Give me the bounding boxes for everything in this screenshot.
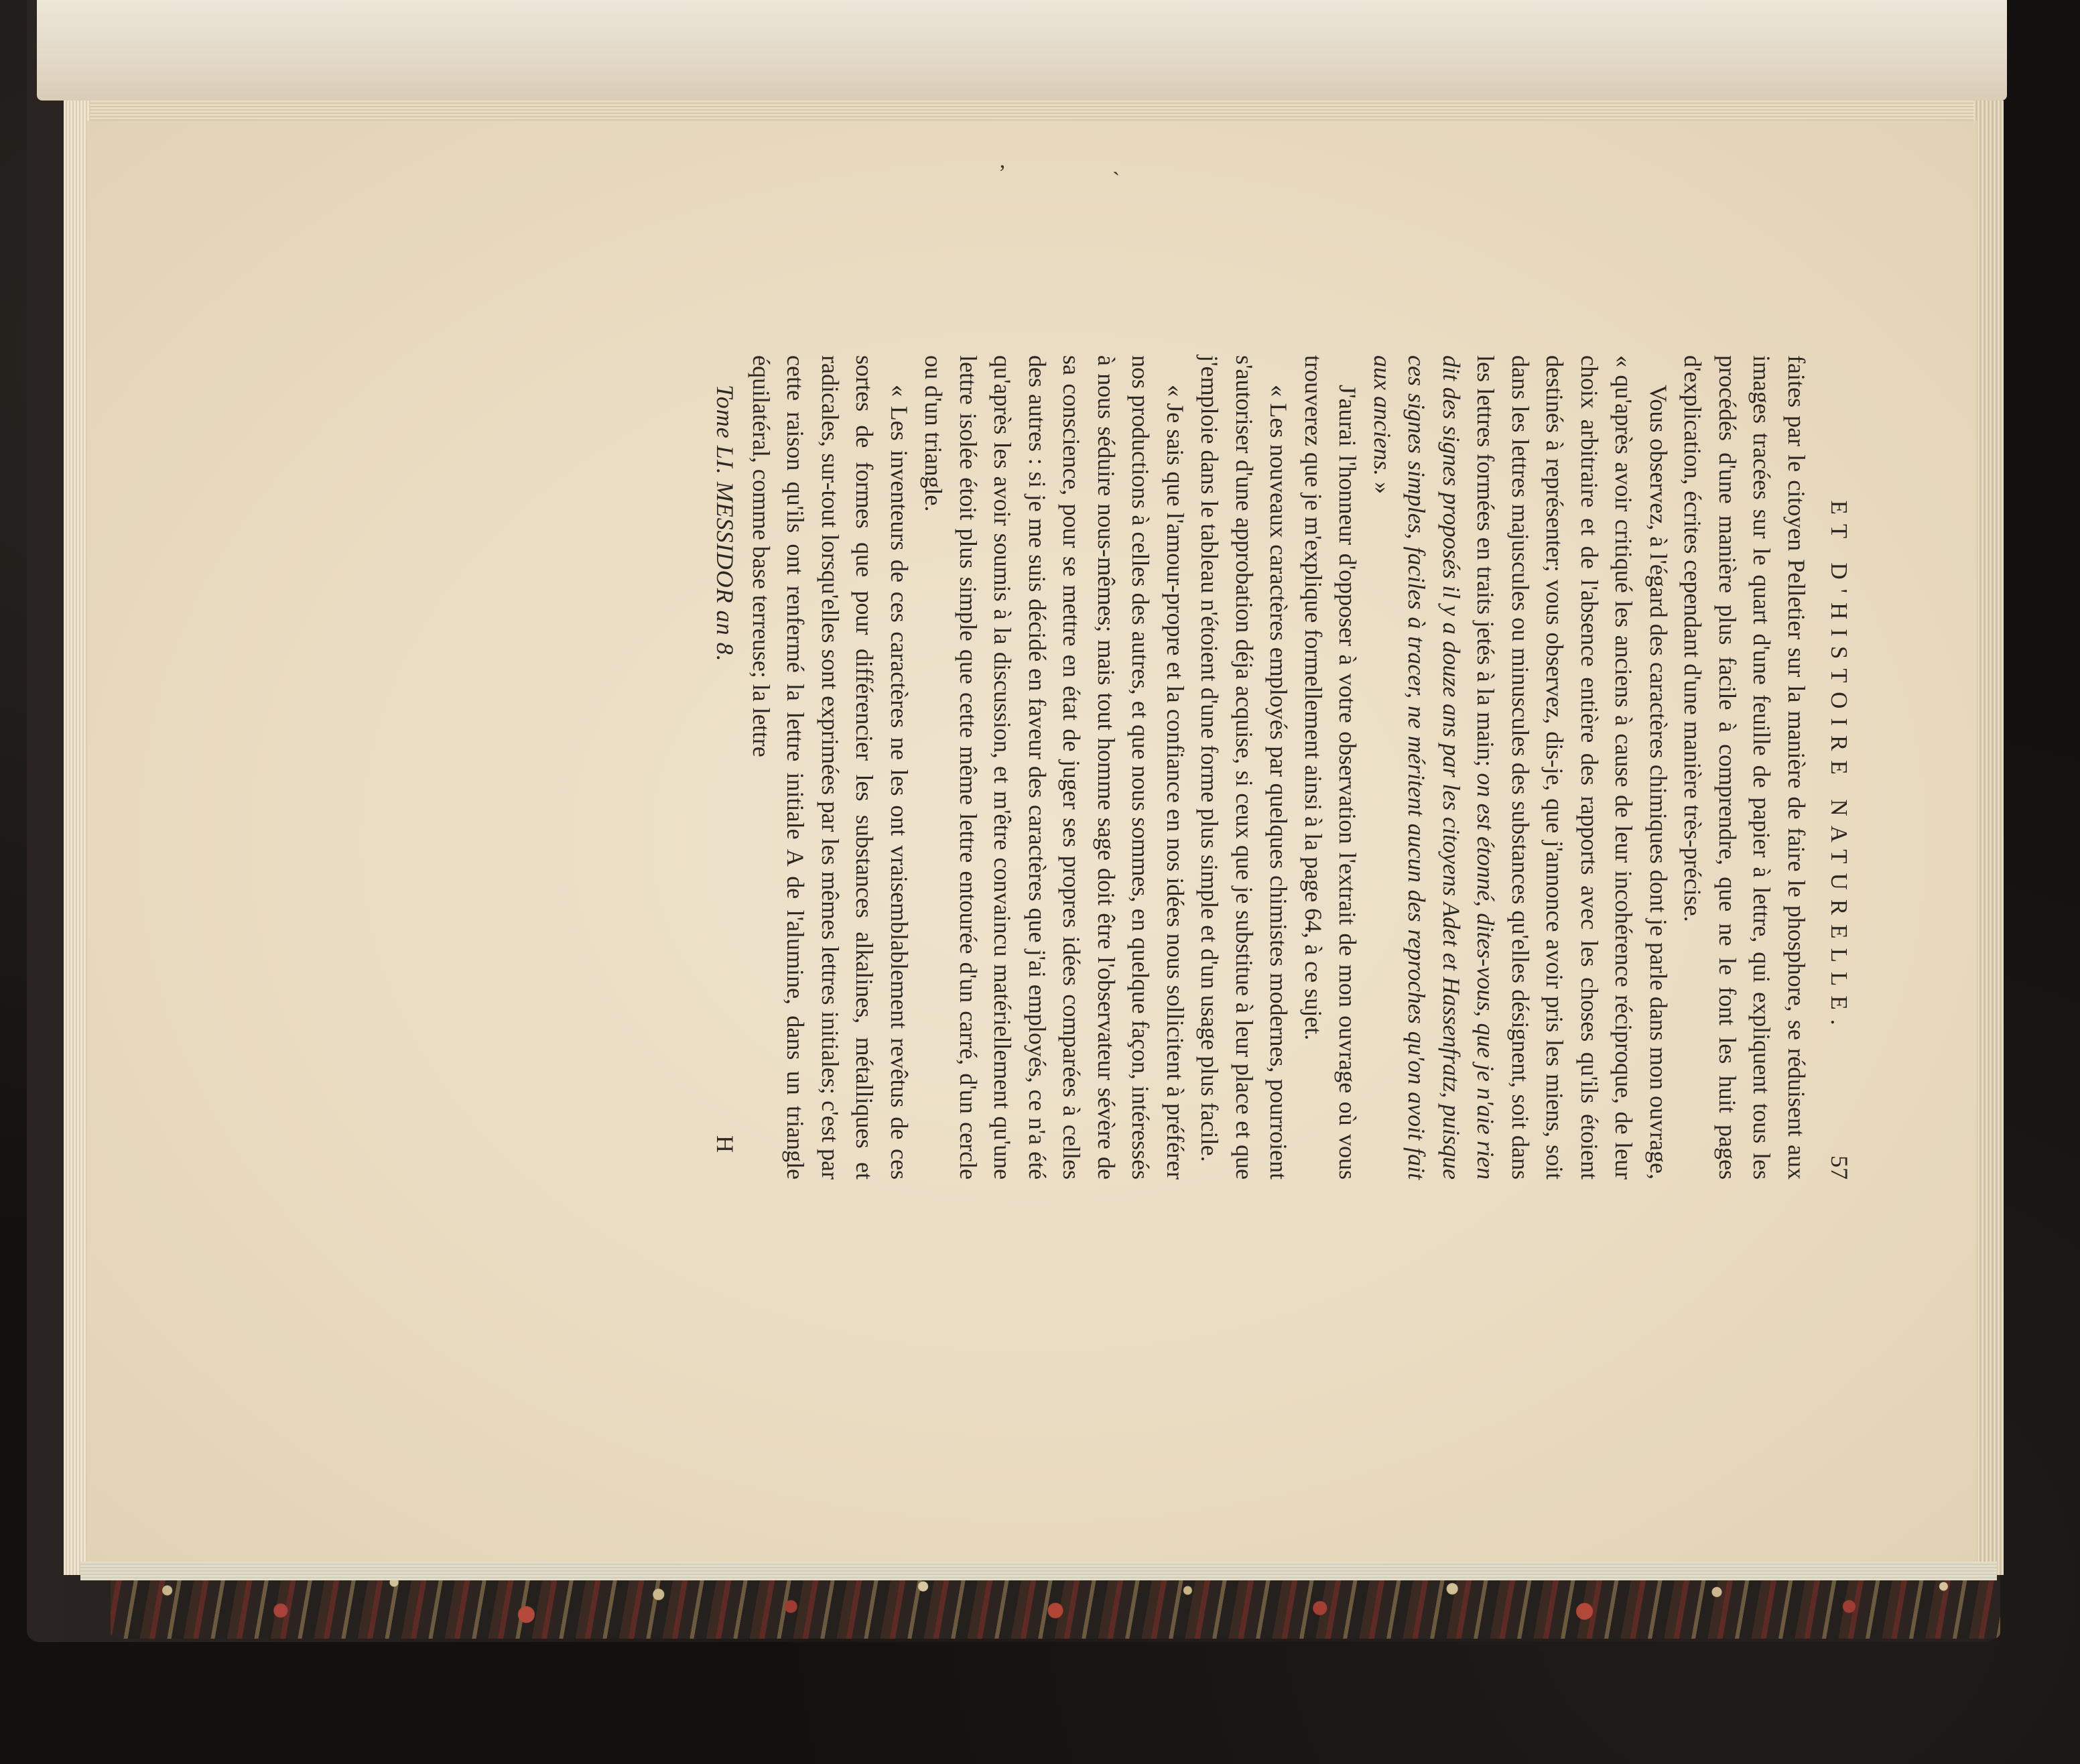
paragraph-italic-text: on est étonné, dites-vous, que je n'aie rien dit des signes proposés il y a douze ans par les citoyens Adet et Hassenfratz, puisque ces signes simples, faciles à tracer, ne méritent aucun des reproches qu'on avoit fait aux anciens. [1369,355,1500,1180]
paragraph [744,355,917,1180]
ink-speck: ʼ [998,161,1006,186]
volume-line: Tome LI. MESSIDOR an 8. [712,385,739,662]
paragraph-text: J'aurai l'honneur d'opposer à votre observation l'extrait de mon ouvrage où vous trouverez que je m'explique formellement ainsi à la page 64, à ce sujet. [1300,355,1362,1180]
page-stack-left-edge [64,101,90,1575]
text-column [442,355,1856,1180]
paragraph-text: Vous observez, à l'égard des caractères chimiques dont je parle dans mon ouvrage, « qu'après avoir critiqué les anciens à cause de leur incohérence réciproque, de leur choix arbitraire et de l'absence entière des rapports avec les choses qu'ils étoient destinés à représenter; vous observez, dis-je, que j'annonce avoir pris les miens, soit dans les lettres majuscules ou minuscules des substances qu'elles désignent, soit dans les lettres formées en traits jetés à la main; [1472,355,1672,1180]
running-head [1816,355,1856,1180]
paragraph-text: « Je sais que l'amour-propre et la confiance en nos idées nous sollicitent à préférer nos productions à celles des autres, et que nous sommes, en quelque façon, intéressés à nous séduire nous-mêmes; mais tout homme sage doit être l'observateur sévère de sa conscience, pour se mettre en état de juger ses propres idées comparées à celles des autres : si je me suis décidé en faveur des caractères que j'ai employés, ce n'a été qu'après les avoir soumis à la discussion, et m'être convaincu matériellement qu'une lettre isolée étoit plus simple que cette même lettre entourée d'un carré, d'un cercle ou d'un triangle. [920,355,1189,1180]
paragraph [916,355,1192,1180]
running-title: ET D'HISTOIRE NATURELLE. [1826,500,1852,1035]
paragraph [1192,355,1296,1180]
ink-speck: ˏ [1112,151,1120,176]
page-footer [706,355,742,1180]
paragraph-text: « Les inventeurs de ces caractères ne les ont vraisemblablement revêtus de ces sortes de formes que pour différencier les substances alkalines, métalliques et radicales, sur-tout lorsqu'elles sont exprimées par les mêmes lettres initiales; c'est par cette raison qu'ils ont renfermé la lettre initiale A de l'alumine, dans un triangle équilatéral, comme base terreuse; la lettre [748,355,913,1180]
signature-mark: H [712,1135,739,1153]
paragraph-text: « Les nouveaux caractères employés par quelques chimistes modernes, pourroient s'autoriser d'une approbation déja acquise, si ceux que je substitue à leur place et que j'emploie dans le tableau n'étoient d'une forme plus simple et d'un usage plus facile. [1196,355,1293,1180]
paragraph [1296,355,1365,1180]
paragraph-text: faites par le citoyen Pelletier sur la manière de faire le phosphore, se réduisent aux images tracées sur le quart d'une feuille de papier à lettre, qui expliquent tous les procédés d'une manière plus facile à comprendre, que ne le font les huit pages d'explication, écrites cependant d'une manière très-précise. [1679,355,1810,1180]
facing-leaf [37,0,2007,101]
paragraph [1675,355,1813,1180]
page-stack-right-edge [1973,101,2004,1575]
paragraph [1365,355,1676,1180]
paragraph-tail: » [1369,475,1396,494]
page-number: 57 [1826,1155,1853,1180]
page-stack-bottom-edge [80,1562,1997,1580]
